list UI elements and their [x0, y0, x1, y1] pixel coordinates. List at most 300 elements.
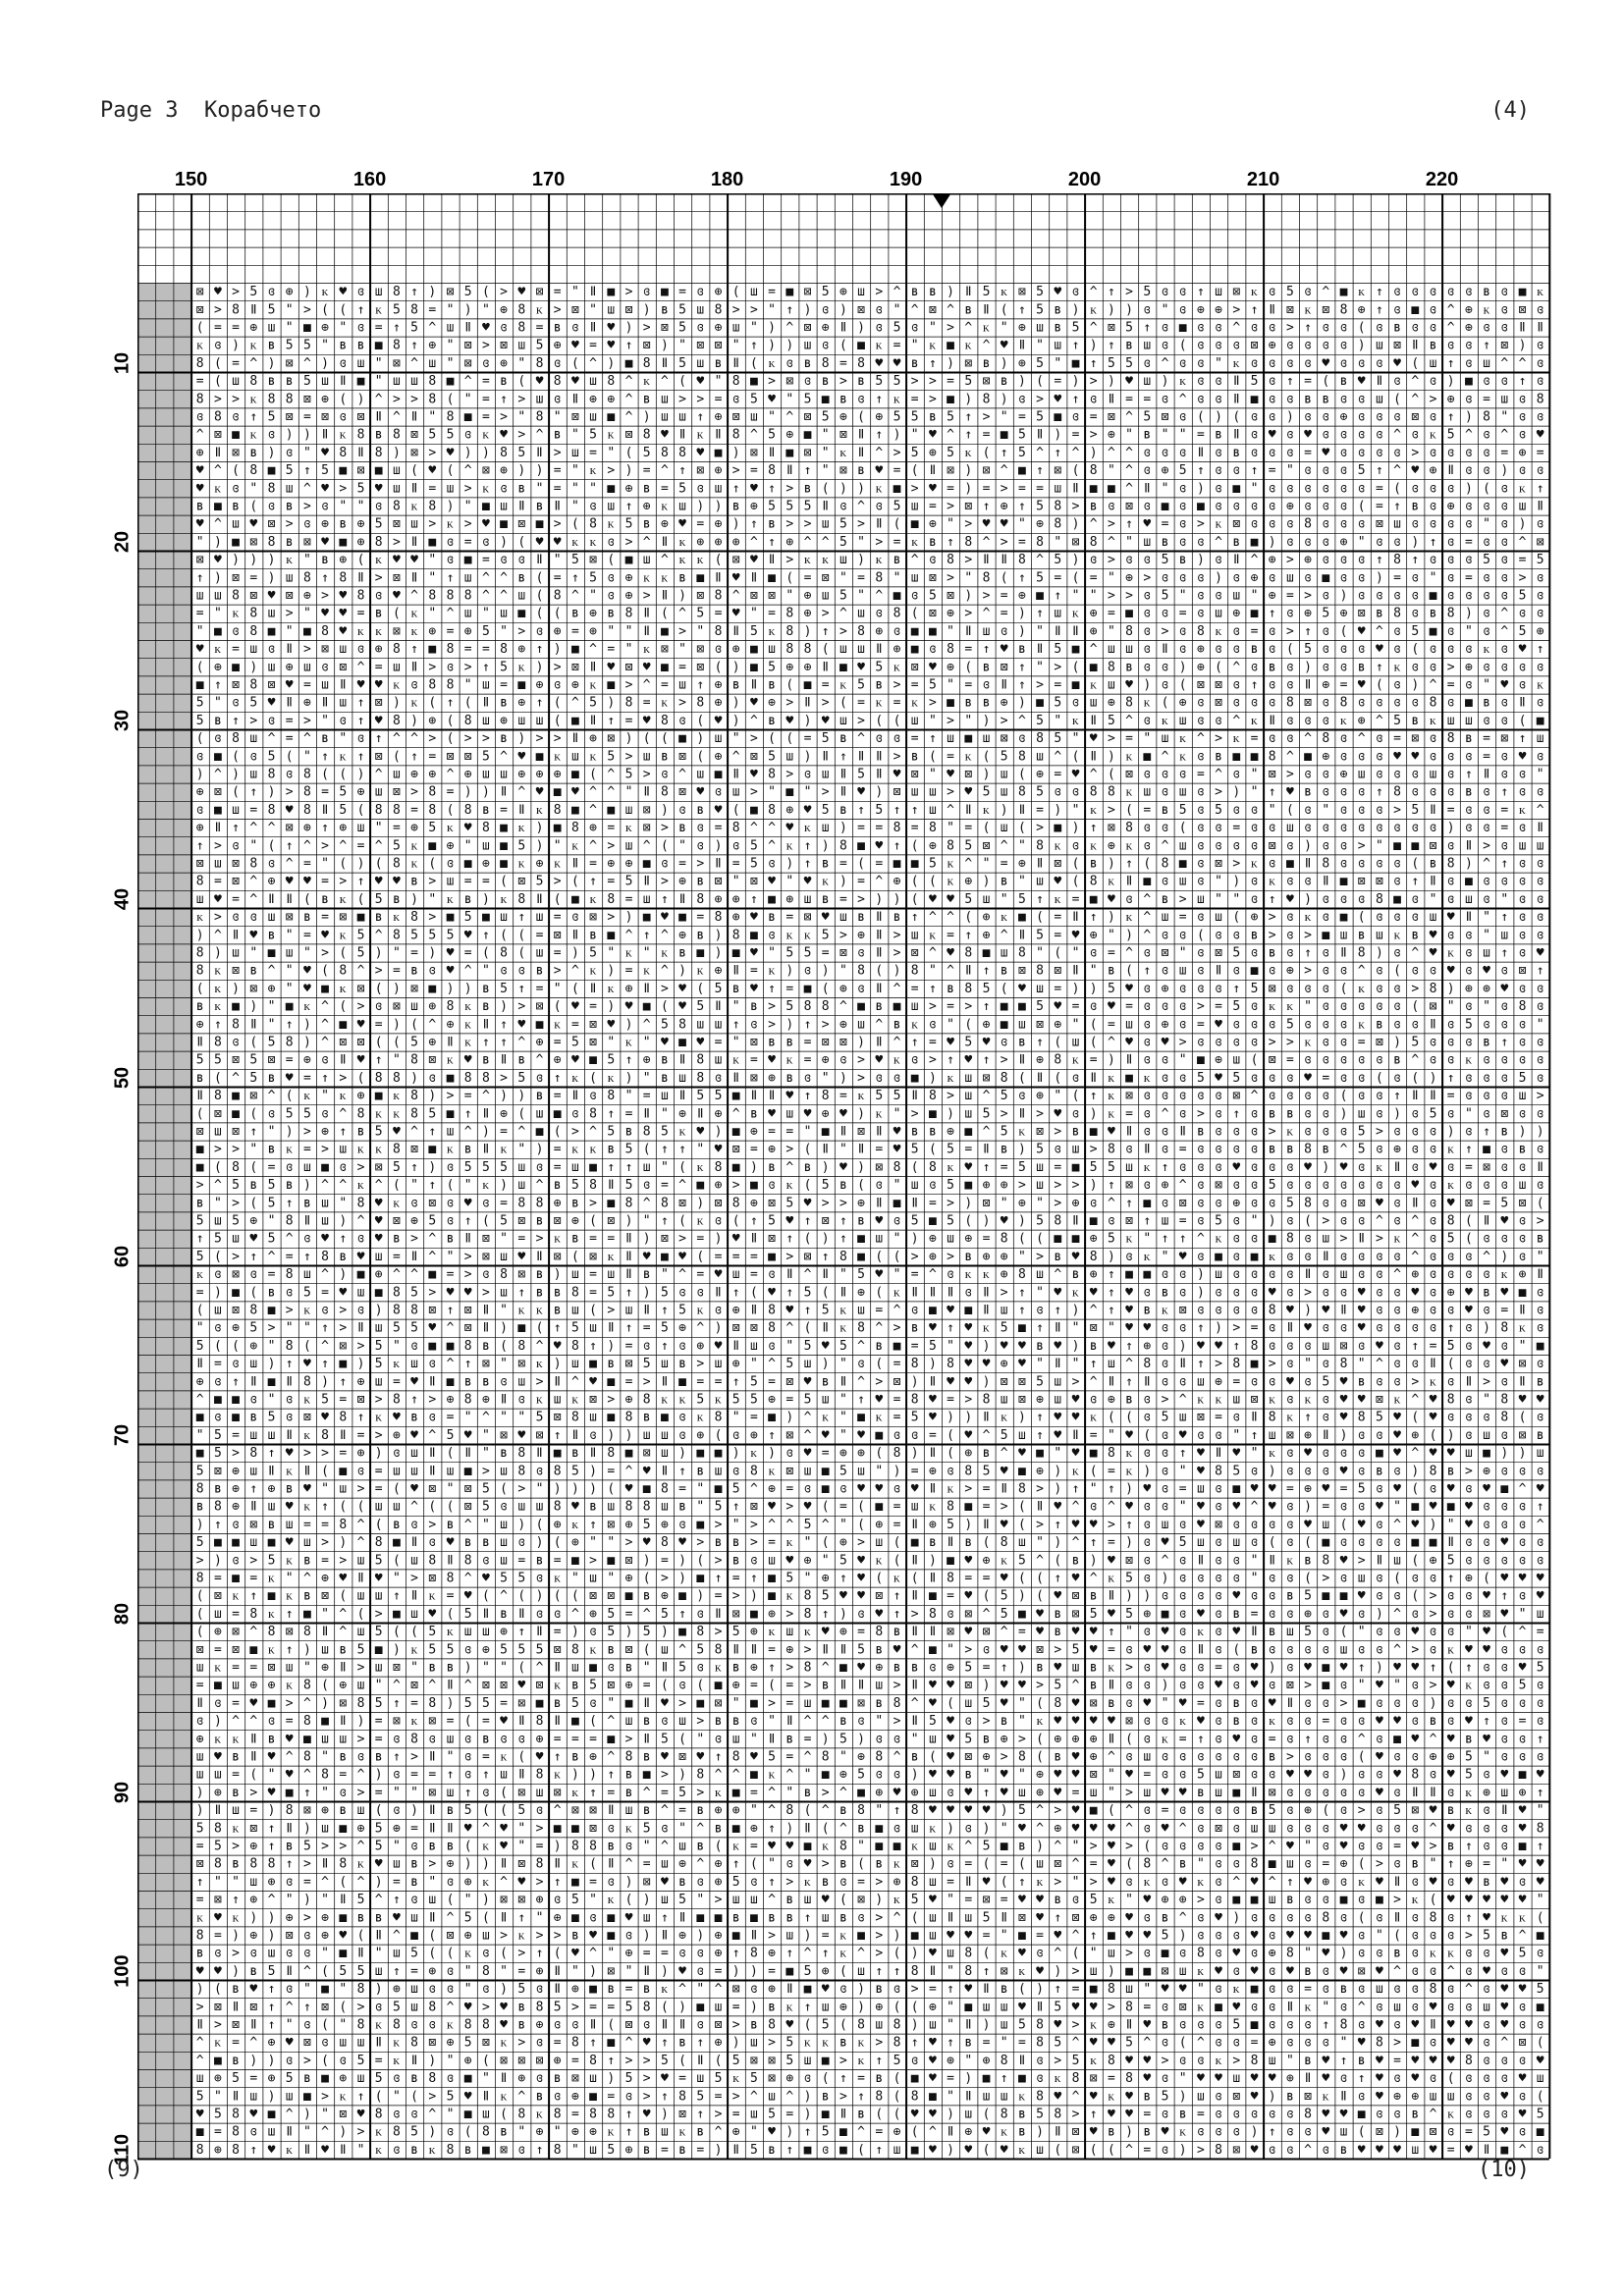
svg-text:⊠: ⊠	[214, 785, 222, 800]
svg-text:ʙ: ʙ	[911, 749, 919, 764]
svg-text:ɞ: ɞ	[1465, 392, 1473, 406]
svg-text:Ⅱ: Ⅱ	[518, 803, 524, 818]
svg-text:": "	[947, 517, 954, 532]
svg-text:): )	[428, 1089, 436, 1103]
svg-text:ɞ: ɞ	[1286, 1071, 1294, 1086]
svg-text:": "	[571, 285, 579, 299]
svg-text:ɞ: ɞ	[1304, 463, 1312, 478]
svg-text:=: =	[857, 696, 865, 711]
svg-text:": "	[1286, 463, 1294, 478]
svg-text:(: (	[1179, 821, 1187, 835]
svg-text:=: =	[750, 964, 758, 979]
svg-text:5: 5	[1108, 1232, 1115, 1247]
svg-text:=: =	[696, 1267, 704, 1282]
svg-text:": "	[482, 964, 490, 979]
svg-text:": "	[1001, 892, 1008, 907]
svg-text:⊠: ⊠	[1358, 607, 1366, 621]
svg-text:): )	[625, 731, 633, 746]
svg-text:): )	[1340, 589, 1348, 604]
svg-text:ɞ: ɞ	[1286, 910, 1294, 925]
svg-text:=: =	[303, 928, 311, 942]
svg-text:ɞ: ɞ	[1393, 1250, 1401, 1264]
svg-text:⊠: ⊠	[589, 1393, 597, 1408]
svg-text:ɞ: ɞ	[214, 731, 222, 746]
svg-text:ɞ: ɞ	[1304, 1125, 1312, 1140]
svg-text:♥: ♥	[339, 1285, 347, 1300]
svg-text:↑: ↑	[1500, 857, 1508, 872]
svg-text:): )	[929, 1071, 937, 1086]
svg-text:ʙ: ʙ	[678, 570, 686, 585]
svg-text:ш: ш	[1232, 1393, 1240, 1408]
svg-text:♥: ♥	[571, 999, 579, 1014]
svg-text:■: ■	[625, 356, 633, 371]
svg-text:⊕: ⊕	[1036, 1053, 1044, 1068]
svg-text:ɞ: ɞ	[1358, 642, 1366, 657]
svg-text:ʙ: ʙ	[1430, 857, 1437, 872]
svg-text:ɞ: ɞ	[1430, 1267, 1437, 1282]
svg-text:^: ^	[1251, 553, 1259, 567]
svg-text:⊠: ⊠	[554, 1411, 562, 1425]
svg-text:8: 8	[678, 446, 686, 460]
svg-text:5: 5	[875, 660, 883, 674]
svg-text:ɞ: ɞ	[1465, 339, 1473, 353]
svg-text:>: >	[357, 1339, 365, 1354]
svg-text:(: (	[447, 731, 455, 746]
svg-text:8: 8	[589, 1178, 597, 1193]
svg-text:ɞ: ɞ	[1483, 875, 1490, 889]
svg-text:^: ^	[410, 731, 418, 746]
svg-text:5: 5	[357, 928, 365, 942]
svg-text:⊕: ⊕	[839, 1017, 847, 1032]
svg-text:■: ■	[625, 1446, 633, 1461]
svg-text:⊠: ⊠	[464, 356, 472, 371]
svg-text:ᴋ: ᴋ	[608, 1071, 615, 1086]
svg-text:⊠: ⊠	[1001, 1374, 1008, 1389]
svg-text:ш: ш	[715, 481, 723, 496]
svg-text:): )	[571, 946, 579, 961]
svg-text:■: ■	[1054, 821, 1061, 835]
svg-text:ᴋ: ᴋ	[1144, 696, 1151, 711]
svg-text:ʙ: ʙ	[196, 500, 204, 514]
svg-text:■: ■	[911, 857, 919, 872]
svg-text:": "	[196, 624, 204, 639]
svg-text:ɞ: ɞ	[1197, 1428, 1205, 1443]
svg-text:ɞ: ɞ	[1465, 999, 1473, 1014]
svg-text:": "	[1036, 624, 1044, 639]
svg-text:ɞ: ɞ	[768, 928, 776, 942]
svg-text:⊠: ⊠	[268, 678, 276, 693]
svg-text:": "	[1162, 302, 1169, 317]
svg-text:>: >	[625, 535, 633, 550]
svg-text:ɞ: ɞ	[1286, 928, 1294, 942]
svg-text:♥: ♥	[643, 1250, 651, 1264]
svg-text:>: >	[785, 553, 793, 567]
svg-text:■: ■	[428, 642, 436, 657]
svg-text:(: (	[1393, 392, 1401, 406]
svg-text:♥: ♥	[715, 1143, 723, 1157]
svg-text:Ⅱ: Ⅱ	[250, 302, 256, 317]
svg-text:ɞ: ɞ	[1269, 1339, 1276, 1354]
svg-text:): )	[607, 696, 615, 711]
svg-text:=: =	[1108, 1017, 1115, 1032]
svg-text:(: (	[1072, 857, 1080, 872]
svg-text:ш: ш	[822, 589, 830, 604]
svg-text:": "	[1090, 964, 1098, 979]
svg-text:ʙ: ʙ	[768, 517, 776, 532]
svg-text:8: 8	[964, 535, 972, 550]
svg-text:Ⅱ: Ⅱ	[340, 1428, 346, 1443]
svg-text:ɞ: ɞ	[1411, 660, 1419, 674]
svg-text:8: 8	[1018, 946, 1026, 961]
svg-text:ш: ш	[625, 803, 633, 818]
svg-text:ɞ: ɞ	[1340, 392, 1348, 406]
svg-text:(: (	[500, 1339, 508, 1354]
svg-text:↑: ↑	[1447, 356, 1455, 371]
svg-text:ɞ: ɞ	[1340, 1071, 1348, 1086]
svg-text:ʙ: ʙ	[1018, 1036, 1026, 1050]
svg-text:5: 5	[196, 714, 204, 728]
svg-text:⊠: ⊠	[1054, 463, 1061, 478]
svg-text:ʙ: ʙ	[1251, 642, 1259, 657]
svg-text:ʙ: ʙ	[822, 892, 830, 907]
svg-text:ɞ: ɞ	[1197, 1036, 1205, 1050]
svg-text:ɞ: ɞ	[1358, 1339, 1366, 1354]
svg-text:8: 8	[1304, 1196, 1312, 1210]
svg-text:ɞ: ɞ	[1304, 803, 1312, 818]
svg-text:): )	[1215, 570, 1222, 585]
svg-text:8: 8	[768, 1321, 776, 1336]
svg-text:♥: ♥	[875, 1214, 883, 1229]
svg-text:ɞ: ɞ	[1465, 1250, 1473, 1264]
svg-text:^: ^	[1143, 910, 1151, 925]
svg-text:ʙ: ʙ	[1430, 339, 1437, 353]
svg-text:⊕: ⊕	[1304, 553, 1312, 567]
svg-text:8: 8	[1125, 821, 1133, 835]
svg-text:ᴋ: ᴋ	[1162, 714, 1168, 728]
svg-text:ɞ: ɞ	[1322, 1036, 1329, 1050]
svg-text:": "	[607, 946, 615, 961]
svg-text:>: >	[410, 1232, 418, 1247]
svg-text:5: 5	[1018, 1160, 1026, 1175]
svg-text:): )	[249, 660, 257, 674]
svg-text:ʙ: ʙ	[1001, 374, 1008, 389]
svg-text:^: ^	[625, 374, 633, 389]
svg-text:ш: ш	[571, 1267, 579, 1282]
svg-text:ɞ: ɞ	[1322, 1053, 1329, 1068]
svg-text:5: 5	[196, 1250, 204, 1264]
svg-text:ɞ: ɞ	[1358, 785, 1366, 800]
svg-text:>: >	[661, 821, 669, 835]
svg-text:": "	[1483, 999, 1490, 1014]
svg-text:ɞ: ɞ	[1304, 1374, 1312, 1389]
svg-text:ш: ш	[589, 374, 597, 389]
svg-text:↑: ↑	[822, 1250, 830, 1264]
svg-text:⊕: ⊕	[822, 1106, 830, 1121]
svg-text:■: ■	[607, 410, 615, 425]
svg-text:ʙ: ʙ	[1215, 749, 1222, 764]
svg-text:=: =	[393, 964, 401, 979]
svg-text:♥: ♥	[536, 785, 544, 800]
svg-text:8: 8	[393, 857, 401, 872]
svg-text:ɞ: ɞ	[1322, 964, 1329, 979]
svg-text:8: 8	[964, 946, 972, 961]
svg-text:⊠: ⊠	[339, 1036, 347, 1050]
svg-text:ɞ: ɞ	[1340, 1214, 1348, 1229]
svg-text:5: 5	[571, 1036, 579, 1050]
svg-text:ɞ: ɞ	[1286, 481, 1294, 496]
svg-text:⊠: ⊠	[286, 910, 294, 925]
svg-text:ɞ: ɞ	[1162, 1339, 1169, 1354]
svg-text:8: 8	[393, 1143, 401, 1157]
svg-text:ɞ: ɞ	[410, 678, 418, 693]
svg-text:ɞ: ɞ	[1286, 339, 1294, 353]
svg-text:>: >	[964, 1393, 972, 1408]
svg-text:": "	[339, 731, 347, 746]
svg-text:8: 8	[447, 999, 455, 1014]
svg-text:♥: ♥	[1447, 964, 1455, 979]
svg-text:Ⅱ: Ⅱ	[715, 999, 721, 1014]
svg-text:ш: ш	[857, 1304, 865, 1318]
svg-text:ᴋ: ᴋ	[196, 1267, 203, 1282]
svg-text:⊕: ⊕	[1322, 678, 1329, 693]
svg-text:): )	[1018, 1143, 1026, 1157]
svg-text:ᴋ: ᴋ	[1447, 1178, 1454, 1193]
svg-text:>: >	[1001, 535, 1008, 550]
svg-text:ʙ: ʙ	[768, 910, 776, 925]
svg-text:↑: ↑	[410, 749, 418, 764]
svg-text:=: =	[875, 857, 883, 872]
svg-text:Ⅱ: Ⅱ	[697, 1106, 703, 1121]
svg-text:ш: ш	[1232, 589, 1240, 604]
svg-text:ᴋ: ᴋ	[1126, 785, 1133, 800]
svg-text:): )	[1215, 1321, 1222, 1336]
svg-text:ɞ: ɞ	[1162, 285, 1169, 299]
svg-text:⊠: ⊠	[1036, 1017, 1044, 1032]
svg-text:ɞ: ɞ	[1393, 768, 1401, 782]
svg-text:ʙ: ʙ	[482, 803, 490, 818]
svg-text:ɞ: ɞ	[696, 285, 704, 299]
svg-text:>: >	[375, 964, 383, 979]
svg-text:Ⅱ: Ⅱ	[572, 1428, 578, 1443]
svg-text:(: (	[875, 1250, 883, 1264]
svg-text:ɞ: ɞ	[1430, 1143, 1437, 1157]
svg-text:": "	[339, 321, 347, 336]
svg-text:♥: ♥	[447, 946, 455, 961]
svg-text:>: >	[1232, 302, 1240, 317]
svg-text:8: 8	[375, 446, 383, 460]
svg-text:■: ■	[1519, 285, 1527, 299]
svg-text:↑: ↑	[1376, 285, 1383, 299]
svg-text:8: 8	[303, 570, 311, 585]
svg-text:♥: ♥	[1054, 875, 1061, 889]
svg-text:Ⅱ: Ⅱ	[196, 1089, 202, 1103]
svg-text:⊠: ⊠	[482, 1232, 490, 1247]
svg-text:>: >	[983, 410, 991, 425]
svg-text:♥: ♥	[1340, 1411, 1348, 1425]
svg-text:8: 8	[214, 410, 222, 425]
svg-text:ɞ: ɞ	[1143, 1285, 1151, 1300]
svg-text:⊠: ⊠	[1197, 678, 1205, 693]
svg-text:ɞ: ɞ	[500, 553, 508, 567]
svg-text:ɞ: ɞ	[554, 678, 562, 693]
svg-text:(: (	[517, 946, 525, 961]
svg-text:": "	[1018, 875, 1026, 889]
svg-text:ɞ: ɞ	[1447, 1160, 1455, 1175]
svg-text:(: (	[929, 1143, 937, 1157]
svg-text:ш: ш	[214, 1125, 222, 1140]
svg-text:ɞ: ɞ	[1537, 339, 1544, 353]
svg-text:=: =	[715, 1374, 723, 1389]
svg-text:=: =	[678, 285, 686, 299]
svg-text:ɞ: ɞ	[1537, 1304, 1544, 1318]
svg-text:ʙ: ʙ	[482, 999, 490, 1014]
svg-text:=: =	[964, 821, 972, 835]
svg-text:↑: ↑	[1018, 500, 1026, 514]
svg-text:ɞ: ɞ	[1483, 1178, 1490, 1193]
svg-text:5: 5	[964, 892, 972, 907]
svg-text:8: 8	[517, 302, 525, 317]
svg-text:>: >	[804, 517, 812, 532]
svg-text:ɞ: ɞ	[1322, 999, 1329, 1014]
svg-text:": "	[661, 1160, 669, 1175]
svg-text:^: ^	[249, 821, 257, 835]
svg-text:■: ■	[589, 1053, 597, 1068]
svg-text:ɞ: ɞ	[1465, 553, 1473, 567]
svg-text:ᴋ: ᴋ	[876, 1411, 883, 1425]
svg-text:Ⅱ: Ⅱ	[876, 910, 882, 925]
svg-text:ɞ: ɞ	[1179, 1071, 1187, 1086]
svg-text:⊠: ⊠	[804, 910, 812, 925]
svg-text:^: ^	[214, 463, 222, 478]
svg-text:": "	[554, 553, 562, 567]
svg-text:ш: ш	[1430, 768, 1437, 782]
svg-text:=: =	[357, 1428, 365, 1443]
svg-text:Ⅱ: Ⅱ	[572, 928, 578, 942]
svg-text:ɞ: ɞ	[1197, 321, 1205, 336]
svg-text:5: 5	[536, 339, 544, 353]
svg-text:■: ■	[1340, 285, 1348, 299]
svg-text:♥: ♥	[464, 1053, 472, 1068]
svg-text:>: >	[232, 1446, 240, 1461]
svg-text:5: 5	[893, 500, 901, 514]
svg-text:=: =	[1054, 910, 1061, 925]
svg-text:ш: ш	[1125, 642, 1133, 657]
svg-text:ʙ: ʙ	[893, 553, 901, 567]
svg-text:⊠: ⊠	[804, 285, 812, 299]
svg-text:ʙ: ʙ	[929, 285, 937, 299]
svg-text:ɞ: ɞ	[1162, 1071, 1169, 1086]
svg-text:(: (	[875, 714, 883, 728]
svg-text:Ⅱ: Ⅱ	[1144, 481, 1150, 496]
svg-text:⊠: ⊠	[1125, 1089, 1133, 1103]
svg-text:↑: ↑	[750, 517, 758, 532]
svg-text:": "	[822, 446, 830, 460]
svg-text:♥: ♥	[983, 517, 991, 532]
svg-text:): )	[1447, 374, 1455, 389]
svg-text:^: ^	[678, 1267, 686, 1282]
svg-text:↑: ↑	[1269, 892, 1276, 907]
svg-text:8: 8	[268, 392, 276, 406]
svg-text:⊕: ⊕	[1447, 1285, 1455, 1300]
svg-text:^: ^	[1411, 1053, 1419, 1068]
svg-text:ʙ: ʙ	[768, 1160, 776, 1175]
svg-text:^: ^	[339, 1178, 347, 1193]
svg-text:ɞ: ɞ	[1072, 1071, 1080, 1086]
svg-text:⊠: ⊠	[839, 946, 847, 961]
svg-text:⊕: ⊕	[196, 821, 204, 835]
svg-text:⊠: ⊠	[1500, 339, 1508, 353]
svg-text:⊕: ⊕	[625, 481, 633, 496]
svg-text:■: ■	[964, 1304, 972, 1318]
svg-text:ɞ: ɞ	[1215, 1089, 1222, 1103]
svg-text:): )	[1108, 749, 1115, 764]
svg-text:): )	[1411, 535, 1419, 550]
svg-text:>: >	[1286, 624, 1294, 639]
svg-text:↑: ↑	[536, 642, 544, 657]
svg-text:ɞ: ɞ	[1411, 589, 1419, 604]
svg-text:ɞ: ɞ	[1322, 642, 1329, 657]
svg-text:^: ^	[1411, 374, 1419, 389]
svg-text:⊠: ⊠	[643, 1446, 651, 1461]
svg-text:↑: ↑	[964, 428, 972, 443]
svg-text:>: >	[947, 500, 954, 514]
svg-text:": "	[857, 535, 865, 550]
svg-text:ш: ш	[1108, 678, 1115, 693]
svg-text:ɞ: ɞ	[517, 964, 525, 979]
svg-text:): )	[947, 1106, 954, 1121]
svg-text:(: (	[1036, 374, 1044, 389]
svg-text:■: ■	[232, 535, 240, 550]
svg-text:ɞ: ɞ	[1090, 392, 1098, 406]
svg-text:ш: ш	[839, 553, 847, 567]
svg-text:Ⅱ: Ⅱ	[840, 321, 846, 336]
svg-text:^: ^	[643, 1196, 651, 1210]
svg-text:ɞ: ɞ	[983, 678, 991, 693]
svg-text:^: ^	[536, 1178, 544, 1193]
svg-text:): )	[857, 321, 865, 336]
svg-text:⊕: ⊕	[947, 607, 954, 621]
svg-text:⊠: ⊠	[1108, 410, 1115, 425]
svg-text:8: 8	[375, 535, 383, 550]
svg-text:": "	[625, 642, 633, 657]
svg-text:ᴋ: ᴋ	[554, 749, 561, 764]
svg-text:ɞ: ɞ	[1447, 1017, 1455, 1032]
svg-text:ɞ: ɞ	[1411, 285, 1419, 299]
svg-text:): )	[1286, 410, 1294, 425]
svg-text:(: (	[1143, 857, 1151, 872]
svg-text:ɞ: ɞ	[286, 446, 294, 460]
svg-text:⊠: ⊠	[482, 463, 490, 478]
svg-text:⊠: ⊠	[1519, 302, 1527, 317]
svg-text:>: >	[607, 910, 615, 925]
svg-text:=: =	[625, 892, 633, 907]
svg-text:⊕: ⊕	[1411, 1428, 1419, 1443]
svg-text:ʙ: ʙ	[1269, 946, 1276, 961]
svg-text:8: 8	[410, 1304, 418, 1318]
svg-text:5: 5	[286, 1106, 294, 1121]
svg-text:↑: ↑	[232, 714, 240, 728]
svg-text:↑: ↑	[375, 1053, 383, 1068]
svg-text:ɞ: ɞ	[1411, 1321, 1419, 1336]
svg-text:5: 5	[232, 1214, 240, 1229]
svg-text:5: 5	[661, 1285, 669, 1300]
svg-text:5: 5	[893, 410, 901, 425]
svg-text:♥: ♥	[1286, 785, 1294, 800]
svg-text:ɞ: ɞ	[1197, 589, 1205, 604]
svg-text:>: >	[607, 1304, 615, 1318]
svg-text:ᴋ: ᴋ	[447, 892, 454, 907]
svg-text:ᴋ: ᴋ	[876, 553, 883, 567]
